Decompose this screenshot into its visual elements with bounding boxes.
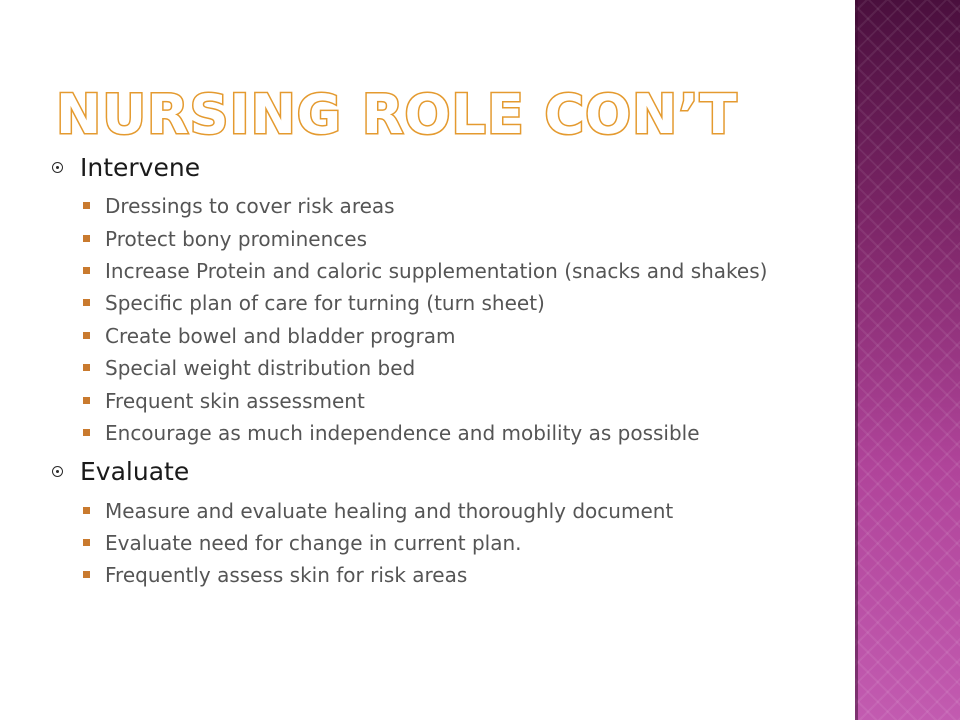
list-item-text: Evaluate need for change in current plan.	[105, 531, 522, 556]
slide-content	[50, 152, 830, 597]
section-heading-label: Evaluate	[80, 457, 190, 487]
list-item-text: Encourage as much independence and mobility as possible	[105, 420, 700, 445]
circle-bullet-icon	[52, 162, 63, 173]
list-item	[50, 422, 830, 444]
circle-bullet-icon	[52, 466, 63, 477]
list-item	[50, 357, 830, 379]
section-heading-evaluate	[50, 456, 830, 487]
list-item-text: Special weight distribution bed	[105, 356, 416, 381]
square-bullet-icon	[83, 235, 90, 242]
square-bullet-icon	[83, 539, 90, 546]
list-item-text: Dressings to cover risk areas	[105, 194, 395, 219]
list-item-text: Specific plan of care for turning (turn sheet)	[105, 291, 545, 316]
square-bullet-icon	[83, 571, 90, 578]
square-bullet-icon	[83, 397, 90, 404]
list-item	[50, 500, 830, 522]
list-item	[50, 292, 830, 314]
list-item	[50, 325, 830, 347]
list-item	[50, 564, 830, 586]
list-item	[50, 390, 830, 412]
list-item-text: Protect bony prominences	[105, 226, 368, 251]
list-item-text: Measure and evaluate healing and thoroughly document	[105, 498, 674, 523]
list-item	[50, 195, 830, 217]
list-item-text: Frequent skin assessment	[105, 388, 365, 413]
section-heading-intervene	[50, 152, 830, 183]
decorative-sidebar	[855, 0, 960, 720]
square-bullet-icon	[83, 267, 90, 274]
list-item-text: Create bowel and bladder program	[105, 323, 456, 348]
square-bullet-icon	[83, 507, 90, 514]
list-item-text: Frequently assess skin for risk areas	[105, 563, 468, 588]
square-bullet-icon	[83, 332, 90, 339]
list-item	[50, 228, 830, 250]
list-item	[50, 532, 830, 554]
square-bullet-icon	[83, 202, 90, 209]
list-item	[50, 260, 830, 282]
slide-title: NURSING ROLE CON’T	[56, 83, 738, 146]
square-bullet-icon	[83, 429, 90, 436]
section-heading-label: Intervene	[80, 153, 201, 182]
square-bullet-icon	[83, 299, 90, 306]
square-bullet-icon	[83, 364, 90, 371]
sidebar-edge	[855, 0, 858, 720]
list-item-text: Increase Protein and caloric supplementation (snacks and shakes)	[105, 259, 768, 284]
